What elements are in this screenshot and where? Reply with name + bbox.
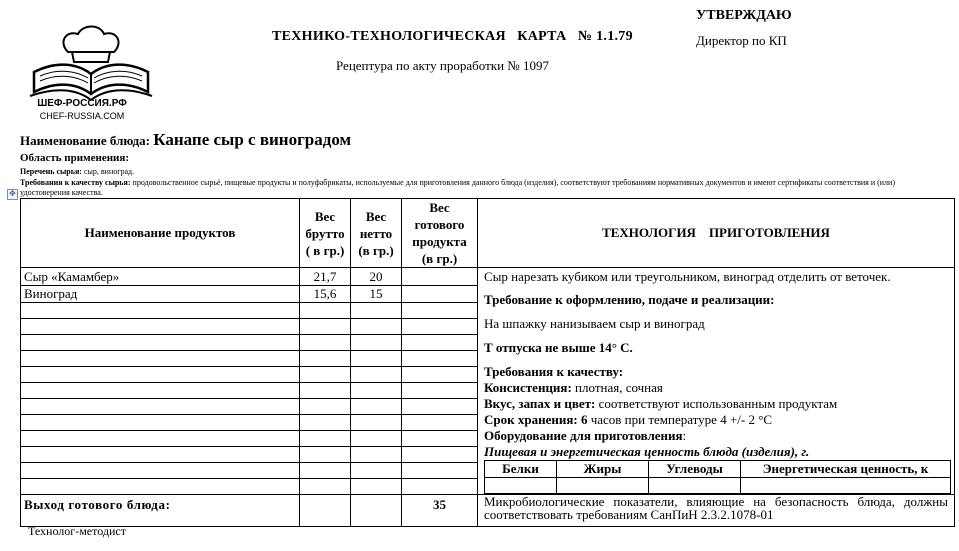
output-value: 35 — [402, 495, 478, 527]
ready-weight — [402, 268, 478, 286]
dish-name-line — [20, 130, 351, 150]
raw-materials-line — [20, 167, 134, 176]
serving-temperature: Т отпуска не выше 14° С. — [484, 340, 633, 355]
logo — [28, 22, 158, 122]
recipe-reference: Рецептура по акту проработки № 1097 — [336, 58, 549, 73]
nutrition-table — [484, 460, 951, 494]
technologist-signature-label: Технолог-методист — [28, 524, 126, 538]
taste-label: Вкус, запах и цвет: — [484, 396, 596, 411]
card-title: ТЕХНИКО-ТЕХНОЛОГИЧЕСКАЯ КАРТА № 1.1.79 — [272, 29, 633, 44]
consistency-value: плотная, сочная — [571, 380, 663, 395]
header-ready-weight: Вес готового продукта (в гр.) — [402, 199, 478, 268]
output-row — [21, 495, 955, 527]
approve-label: УТВЕРЖДАЮ — [696, 8, 792, 23]
product-name: Сыр «Камамбер» — [21, 268, 300, 286]
header-product-name: Наименование продуктов — [21, 199, 300, 268]
equipment-line — [484, 428, 686, 444]
serving-requirements-title: Требование к оформлению, подаче и реализации: — [484, 292, 775, 307]
output-label: Выход готового блюда: — [21, 495, 300, 527]
nutrition-carbs-value — [649, 478, 741, 494]
storage-label: Срок хранения: — [484, 412, 578, 427]
ready-weight — [402, 286, 478, 303]
net-weight: 20 — [351, 268, 402, 286]
net-weight: 15 — [351, 286, 402, 303]
consistency-label: Консистенция: — [484, 380, 572, 395]
logo-text-en: CHEF-RUSSIA.COM — [39, 111, 125, 121]
technology-cell — [478, 268, 955, 495]
equipment-colon: : — [682, 428, 687, 443]
raw-materials-value: сыр, виноград. — [81, 167, 135, 176]
raw-quality-label: Требования к качеству сырья: — [20, 178, 131, 187]
nutrition-header-fat: Жиры — [557, 461, 649, 478]
nutrition-header-energy: Энергетическая ценность, к — [741, 461, 951, 478]
recipe-table — [20, 198, 955, 527]
header-technology: ТЕХНОЛОГИЯ ПРИГОТОВЛЕНИЯ — [478, 199, 955, 268]
book-chef-hat-icon — [28, 22, 158, 102]
table-row — [21, 268, 955, 286]
nutrition-header-row — [485, 461, 951, 478]
equipment-label: Оборудование для приготовления — [484, 428, 683, 443]
gross-weight: 21,7 — [300, 268, 351, 286]
nutrition-header-carbs: Углеводы — [649, 461, 741, 478]
nutrition-title: Пищевая и энергетическая ценность блюда (изделия), г. — [484, 444, 810, 459]
nutrition-fat-value — [557, 478, 649, 494]
raw-materials-label: Перечень сырья: — [20, 167, 82, 176]
header-gross-weight: Вес брутто ( в гр.) — [300, 199, 351, 268]
director-label: Директор по КП — [696, 33, 787, 48]
nutrition-protein-value — [485, 478, 557, 494]
nutrition-value-row — [485, 478, 951, 494]
nutrition-header-protein: Белки — [485, 461, 557, 478]
raw-quality-value: продовольственное сырьё, пищевые продукты и полуфабрикаты, используемые для приготовления данного блюда (изделия), соответствуют требованиям нормативных документов и имеют сертификаты соответствия и (или) удостоверения качества. — [20, 178, 895, 197]
product-name: Виноград — [21, 286, 300, 303]
raw-quality-requirements — [20, 178, 940, 197]
quality-requirements-title: Требования к качеству: — [484, 364, 624, 379]
consistency-line — [484, 380, 663, 396]
header-net-weight: Вес нетто (в гр.) — [351, 199, 402, 268]
microbiology-requirements: Микробиологические показатели, влияющие на безопасность блюда, должны соответствовать требованиям СанПиН 2.3.2.1078-01 — [478, 495, 955, 527]
taste-line — [484, 396, 837, 412]
table-move-handle-icon[interactable]: ✥ — [7, 189, 18, 200]
tech-step-1: Сыр нарезать кубиком или треугольником, виноград отделить от веточек. — [484, 269, 891, 284]
storage-hours: 6 — [577, 412, 588, 427]
storage-value: часов при температуре 4 +/- 2 °С — [587, 412, 773, 427]
application-area-label: Область применения: — [20, 152, 129, 164]
nutrition-energy-value — [741, 478, 951, 494]
storage-line — [484, 412, 772, 428]
taste-value: соответствуют использованным продуктам — [595, 396, 838, 411]
serving-requirements-text: На шпажку нанизываем сыр и виноград — [484, 316, 705, 331]
logo-text-ru: ШЕФ-РОССИЯ.РФ — [37, 98, 127, 109]
dish-name: Канапе сыр с виноградом — [153, 130, 352, 149]
gross-weight: 15,6 — [300, 286, 351, 303]
dish-name-label: Наименование блюда: — [20, 133, 150, 148]
